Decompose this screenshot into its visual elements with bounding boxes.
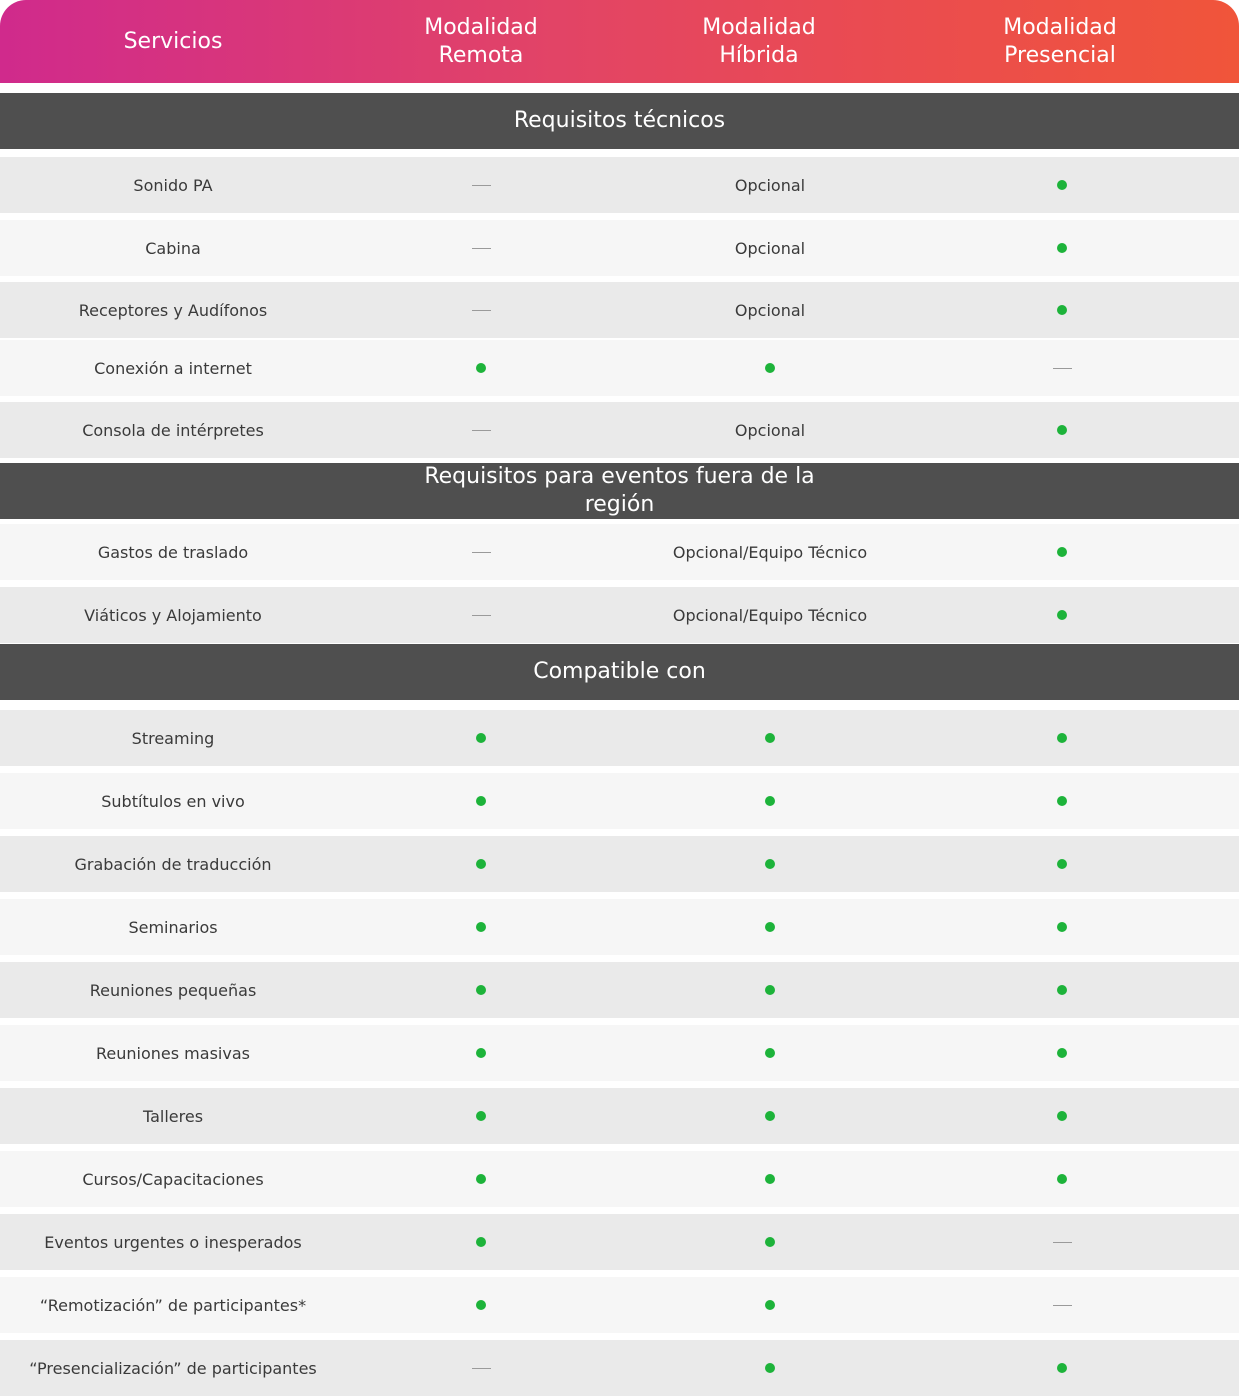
green-dot-icon [1057, 305, 1067, 315]
green-dot-icon [765, 363, 775, 373]
green-dot-icon [1057, 180, 1067, 190]
dash-icon [381, 402, 581, 458]
green-dot-icon [765, 859, 775, 869]
header-servicios: Servicios [123, 28, 223, 54]
green-dot-icon [476, 733, 486, 743]
green-dot-icon [765, 733, 775, 743]
section-title: Compatible con [533, 659, 706, 684]
check-icon [620, 710, 920, 766]
check-icon [962, 710, 1162, 766]
cell-text: Opcional/Equipo Técnico [672, 605, 868, 625]
table-row [0, 157, 1239, 213]
check-icon [962, 524, 1162, 580]
check-icon [962, 402, 1162, 458]
check-icon [962, 1340, 1162, 1396]
cell-text: Opcional [734, 420, 806, 440]
green-dot-icon [1057, 1111, 1067, 1121]
row-label: Reuniones pequeñas [89, 980, 257, 1000]
table-row [0, 524, 1239, 580]
table-row [0, 1277, 1239, 1333]
table-row [0, 1340, 1239, 1396]
green-dot-icon [476, 1048, 486, 1058]
green-dot-icon [765, 1111, 775, 1121]
check-icon [962, 836, 1162, 892]
green-dot-icon [476, 1300, 486, 1310]
table-row [0, 402, 1239, 458]
dash-line-icon [472, 552, 491, 553]
check-icon [620, 1151, 920, 1207]
green-dot-icon [1057, 425, 1067, 435]
green-dot-icon [1057, 796, 1067, 806]
green-dot-icon [765, 1048, 775, 1058]
check-icon [962, 1088, 1162, 1144]
row-label: Subtítulos en vivo [101, 791, 245, 811]
table-row [0, 340, 1239, 396]
header-hibrida: Modalidad Híbrida [702, 14, 816, 68]
check-icon [381, 1277, 581, 1333]
check-icon [620, 1025, 920, 1081]
table-row [0, 899, 1239, 955]
cell-text: Opcional/Equipo Técnico [672, 542, 868, 562]
check-icon [620, 1277, 920, 1333]
check-icon [962, 282, 1162, 338]
check-icon [381, 1025, 581, 1081]
check-icon [962, 1025, 1162, 1081]
dash-line-icon [1053, 1305, 1072, 1306]
table-row [0, 773, 1239, 829]
green-dot-icon [476, 363, 486, 373]
header-remota: Modalidad Remota [424, 14, 538, 68]
check-icon [381, 1088, 581, 1144]
dash-line-icon [472, 310, 491, 311]
check-icon [620, 836, 920, 892]
cell-text: Opcional [734, 300, 806, 320]
green-dot-icon [765, 1300, 775, 1310]
green-dot-icon [1057, 547, 1067, 557]
green-dot-icon [1057, 985, 1067, 995]
dash-icon [381, 524, 581, 580]
green-dot-icon [476, 859, 486, 869]
check-icon [620, 1214, 920, 1270]
check-icon [962, 587, 1162, 643]
check-icon [381, 710, 581, 766]
table-row [0, 710, 1239, 766]
row-label: “Remotización” de participantes* [39, 1295, 307, 1315]
check-icon [962, 157, 1162, 213]
check-icon [381, 1151, 581, 1207]
check-icon [381, 1214, 581, 1270]
section-requisitos-tecnicos [0, 93, 1239, 149]
row-label: Cursos/Capacitaciones [82, 1169, 264, 1189]
header-presencial: Modalidad Presencial [1003, 14, 1117, 68]
cell-text: Opcional [734, 175, 806, 195]
dash-line-icon [472, 185, 491, 186]
table-row [0, 587, 1239, 643]
dash-line-icon [472, 248, 491, 249]
check-icon [620, 1340, 920, 1396]
dash-line-icon [1053, 1242, 1072, 1243]
check-icon [962, 962, 1162, 1018]
table-row [0, 282, 1239, 338]
check-icon [620, 773, 920, 829]
check-icon [620, 962, 920, 1018]
table-row [0, 1025, 1239, 1081]
green-dot-icon [1057, 733, 1067, 743]
row-label: Seminarios [128, 917, 218, 937]
green-dot-icon [476, 985, 486, 995]
table-header [0, 0, 1239, 83]
table-row [0, 1088, 1239, 1144]
row-label: Reuniones masivas [96, 1043, 250, 1063]
check-icon [962, 1151, 1162, 1207]
green-dot-icon [765, 1363, 775, 1373]
green-dot-icon [476, 1174, 486, 1184]
check-icon [962, 773, 1162, 829]
check-icon [620, 1088, 920, 1144]
green-dot-icon [1057, 243, 1067, 253]
row-label: Talleres [142, 1106, 204, 1126]
dash-icon [962, 1277, 1162, 1333]
row-label: Conexión a internet [94, 358, 252, 378]
row-label: Receptores y Audífonos [78, 300, 268, 320]
green-dot-icon [765, 922, 775, 932]
dash-line-icon [472, 615, 491, 616]
row-label: Cabina [145, 238, 201, 258]
green-dot-icon [765, 985, 775, 995]
section-compatible [0, 644, 1239, 700]
table-row [0, 220, 1239, 276]
dash-icon [962, 1214, 1162, 1270]
table-row [0, 962, 1239, 1018]
check-icon [381, 836, 581, 892]
row-label: Sonido PA [133, 175, 213, 195]
table-row [0, 836, 1239, 892]
green-dot-icon [1057, 1174, 1067, 1184]
check-icon [620, 340, 920, 396]
row-label: Consola de intérpretes [82, 420, 264, 440]
green-dot-icon [1057, 1363, 1067, 1373]
check-icon [381, 899, 581, 955]
check-icon [381, 340, 581, 396]
green-dot-icon [476, 1111, 486, 1121]
green-dot-icon [1057, 610, 1067, 620]
section-fuera-region [0, 463, 1239, 519]
table-row [0, 1214, 1239, 1270]
dash-line-icon [1053, 368, 1072, 369]
cell-text: Opcional [734, 238, 806, 258]
dash-icon [381, 282, 581, 338]
dash-icon [381, 220, 581, 276]
dash-line-icon [472, 430, 491, 431]
green-dot-icon [476, 922, 486, 932]
section-title: Requisitos técnicos [513, 108, 726, 133]
dash-line-icon [472, 1368, 491, 1369]
green-dot-icon [476, 1237, 486, 1247]
section-title: Requisitos para eventos fuera de la región [424, 464, 815, 517]
row-label: “Presencialización” de participantes [29, 1358, 317, 1378]
row-label: Streaming [131, 728, 215, 748]
row-label: Viáticos y Alojamiento [84, 605, 262, 625]
table-row [0, 1151, 1239, 1207]
dash-icon [381, 157, 581, 213]
green-dot-icon [765, 1237, 775, 1247]
green-dot-icon [476, 796, 486, 806]
row-label: Eventos urgentes o inesperados [44, 1232, 302, 1252]
row-label: Grabación de traducción [74, 854, 272, 874]
check-icon [620, 899, 920, 955]
check-icon [381, 962, 581, 1018]
green-dot-icon [765, 796, 775, 806]
check-icon [381, 773, 581, 829]
check-icon [962, 899, 1162, 955]
green-dot-icon [1057, 859, 1067, 869]
green-dot-icon [1057, 922, 1067, 932]
dash-icon [381, 1340, 581, 1396]
dash-icon [381, 587, 581, 643]
row-label: Gastos de traslado [97, 542, 249, 562]
green-dot-icon [765, 1174, 775, 1184]
green-dot-icon [1057, 1048, 1067, 1058]
check-icon [962, 220, 1162, 276]
dash-icon [962, 340, 1162, 396]
